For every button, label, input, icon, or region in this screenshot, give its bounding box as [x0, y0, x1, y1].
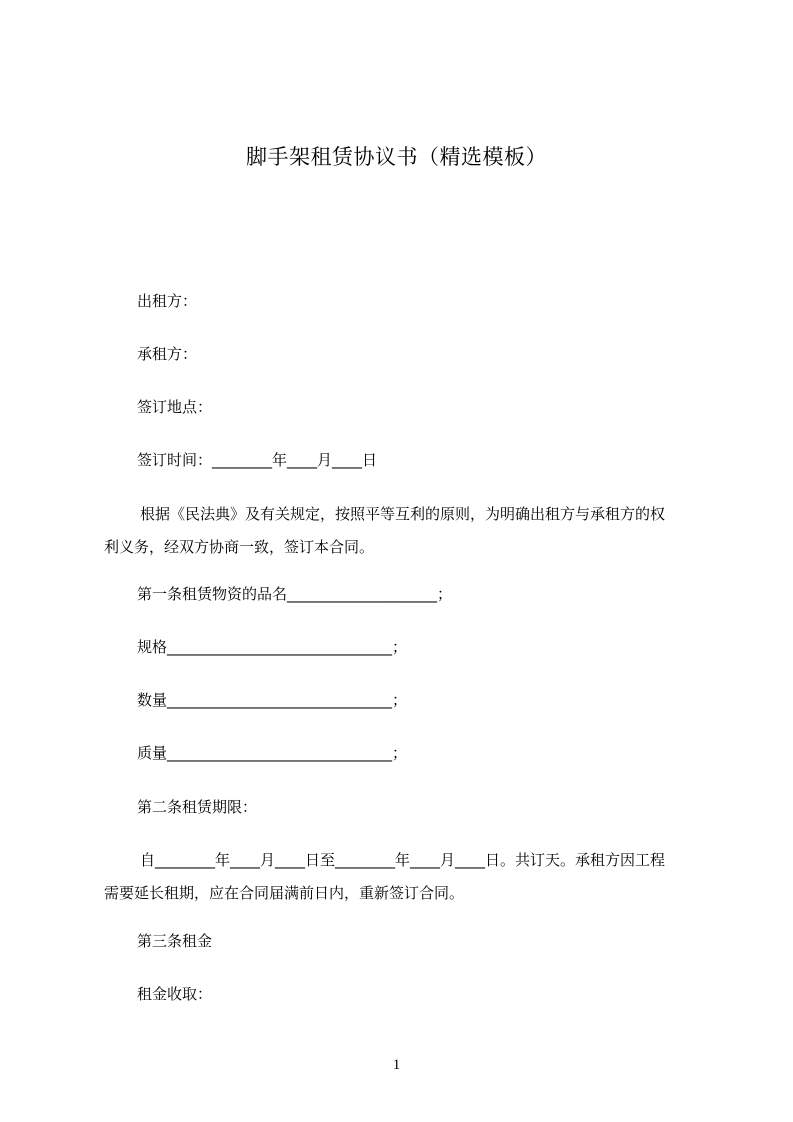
period-line-2: 需要延长租期，应在合同届满前日内，重新签订合同。	[104, 884, 465, 902]
lessor-label: 出租方：	[137, 292, 198, 310]
rent-collection-line: 租金收取：	[137, 985, 213, 1003]
quality-line: 质量______________________________；	[137, 744, 408, 762]
sign-place-label: 签订地点：	[137, 398, 213, 416]
lessee-label: 承租方：	[137, 345, 198, 363]
period-paragraph	[104, 849, 704, 915]
sign-time-line: 签订时间：________年____月____日	[137, 451, 378, 469]
document-title: 脚手架租赁协议书（精选模板）	[246, 145, 547, 169]
quantity-line: 数量______________________________；	[137, 691, 408, 709]
article-3-heading: 第三条租金	[137, 932, 213, 950]
article-1-line: 第一条租赁物资的品名____________________；	[137, 585, 453, 603]
spec-line: 规格______________________________；	[137, 638, 408, 656]
preamble-line-2: 利义务，经双方协商一致，签订本合同。	[104, 538, 375, 556]
preamble-line-1: 根据《民法典》及有关规定，按照平等互利的原则，为明确出租方与承租方的权	[140, 505, 666, 523]
article-2-heading: 第二条租赁期限：	[137, 798, 258, 816]
page-number: 1	[392, 1057, 401, 1073]
period-line-1: 自________年____月____日至________年____月____日。共订天。承租方因工程	[140, 851, 666, 869]
preamble-paragraph	[104, 503, 704, 569]
